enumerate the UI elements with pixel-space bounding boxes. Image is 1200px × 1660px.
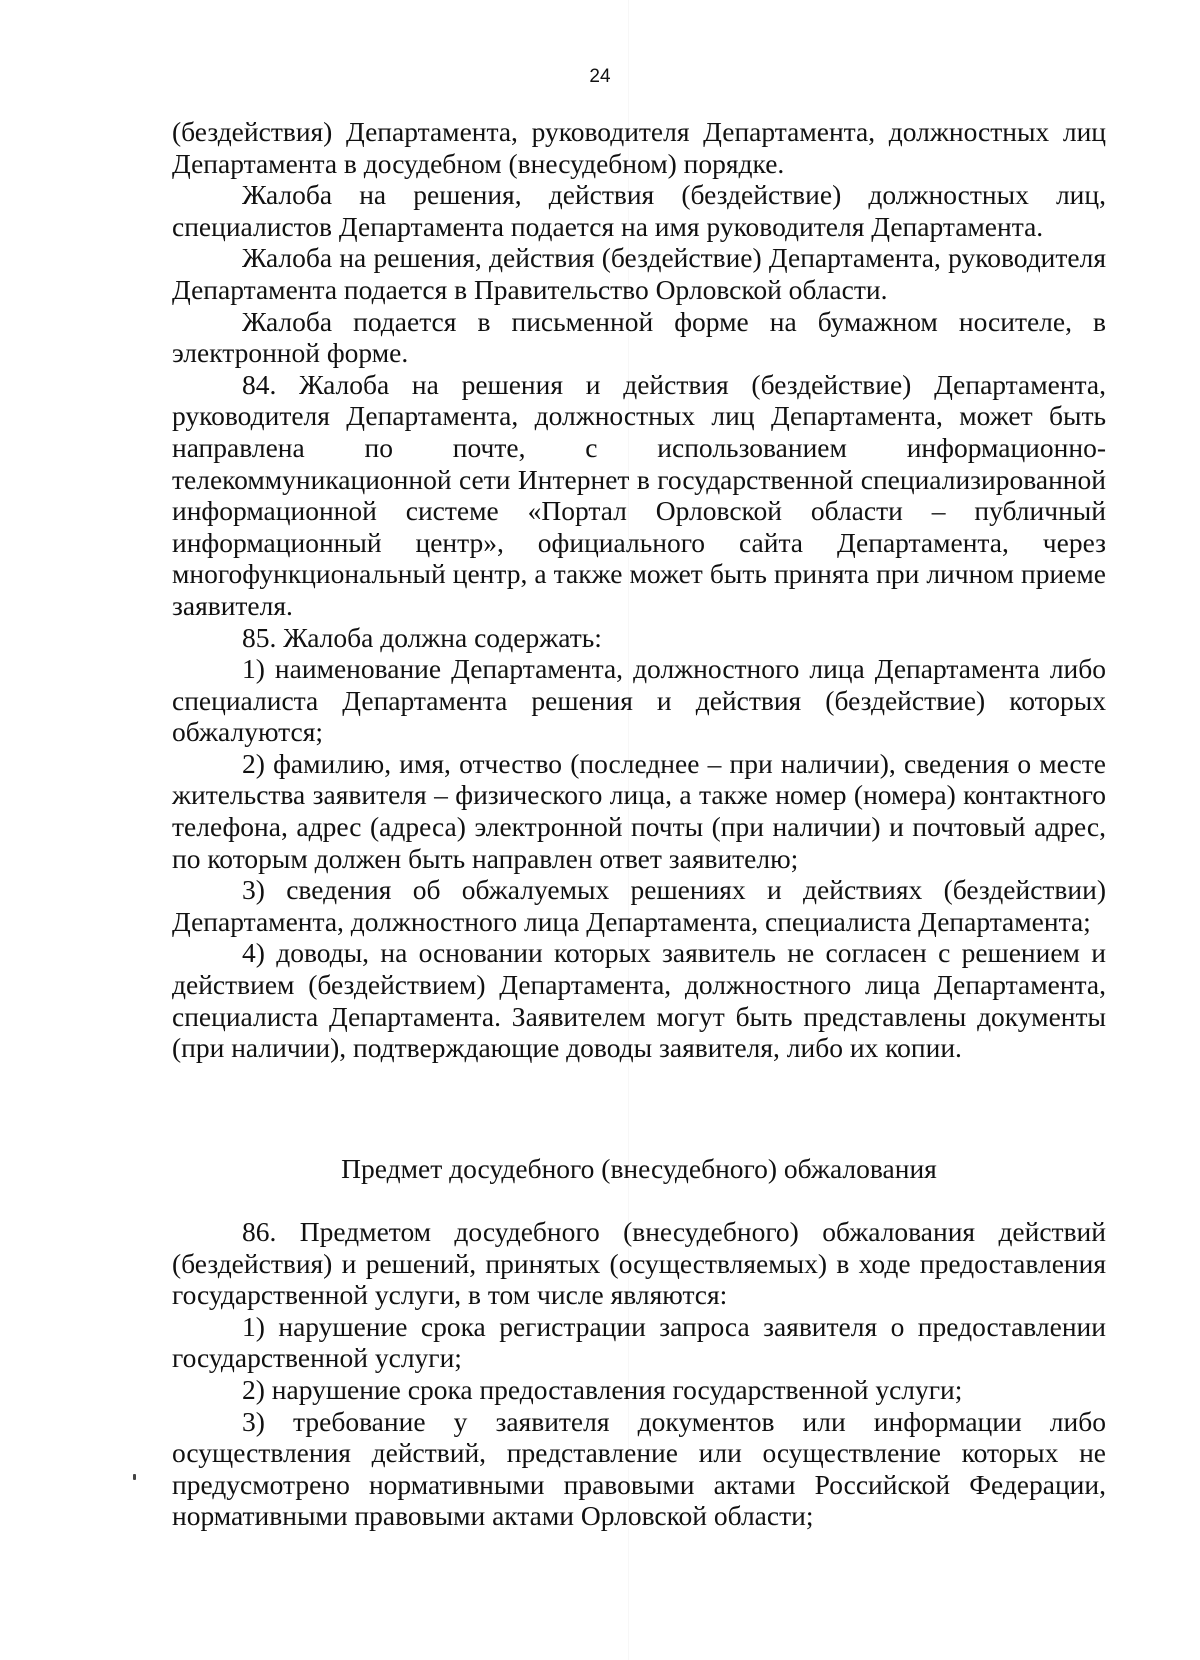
section-heading: Предмет досудебного (внесудебного) обжалования bbox=[341, 1153, 937, 1184]
margin-speck bbox=[133, 1474, 136, 1480]
list-item-2: 2) фамилию, имя, отчество (последнее – при наличии), сведения о месте жительства заявителя – физического лица, а также номер (номера) контактного телефона, адрес (адреса) электронной почты (при наличии) и почтовый адрес, по которым должен быть направлен ответ заявителю; bbox=[172, 747, 1106, 874]
list-item-2: 2) нарушение срока предоставления государственной услуги; bbox=[242, 1373, 963, 1405]
page-number: 24 bbox=[589, 66, 611, 87]
body-text-block-2 bbox=[172, 1216, 1106, 1532]
paragraph: (бездействия) Департамента, руководителя Департамента, должностных лиц Департамента в досудебном (внесудебном) порядке. bbox=[172, 116, 1106, 179]
body-text-block-1 bbox=[172, 116, 1106, 1064]
list-item-3: 3) требование у заявителя документов или информации либо осуществления действий, представление или осуществление которых не предусмотрено нормативными правовыми актами Российской Федерации, нормативными правовыми актами Орловской области; bbox=[172, 1405, 1106, 1532]
paragraph: Жалоба на решения, действия (бездействие) Департамента, руководителя Департамента подается в Правительство Орловской области. bbox=[172, 242, 1106, 305]
list-item-4: 4) доводы, на основании которых заявитель не согласен с решением и действием (бездействием) Департамента, должностного лица Департамента, специалиста Департамента. Заявителем могут быть представлены документы (при наличии), подтверждающие доводы заявителя, либо их копии. bbox=[172, 937, 1106, 1064]
list-item-1: 1) наименование Департамента, должностного лица Департамента либо специалиста Департамента решения и действия (бездействие) которых обжалуются; bbox=[172, 653, 1106, 748]
paragraph: Жалоба на решения, действия (бездействие) должностных лиц, специалистов Департамента подается на имя руководителя Департамента. bbox=[172, 179, 1106, 242]
paragraph-85: 85. Жалоба должна содержать: bbox=[242, 621, 602, 653]
paragraph: Жалоба подается в письменной форме на бумажном носителе, в электронной форме. bbox=[172, 305, 1106, 369]
paragraph-86: 86. Предметом досудебного (внесудебного) обжалования действий (бездействия) и решений, принятых (осуществляемых) в ходе предоставления государственной услуги, в том числе являются: bbox=[172, 1216, 1106, 1311]
paragraph-84: 84. Жалоба на решения и действия (бездействие) Департамента, руководителя Департамента, должностных лиц Департамента, может быть направлена по почте, с использованием информационно-телекоммуникационной сети Интернет в государственной специализированной информационной системе «Портал Орловской области – публичный информационный центр», официального сайта Департамента, через многофункциональный центр, а также может быть принята при личном приеме заявителя. bbox=[172, 368, 1106, 621]
list-item-3: 3) сведения об обжалуемых решениях и действиях (бездействии) Департамента, должностного лица Департамента, специалиста Департамента; bbox=[172, 874, 1106, 937]
list-item-1: 1) нарушение срока регистрации запроса заявителя о предоставлении государственной услуги; bbox=[172, 1310, 1106, 1374]
